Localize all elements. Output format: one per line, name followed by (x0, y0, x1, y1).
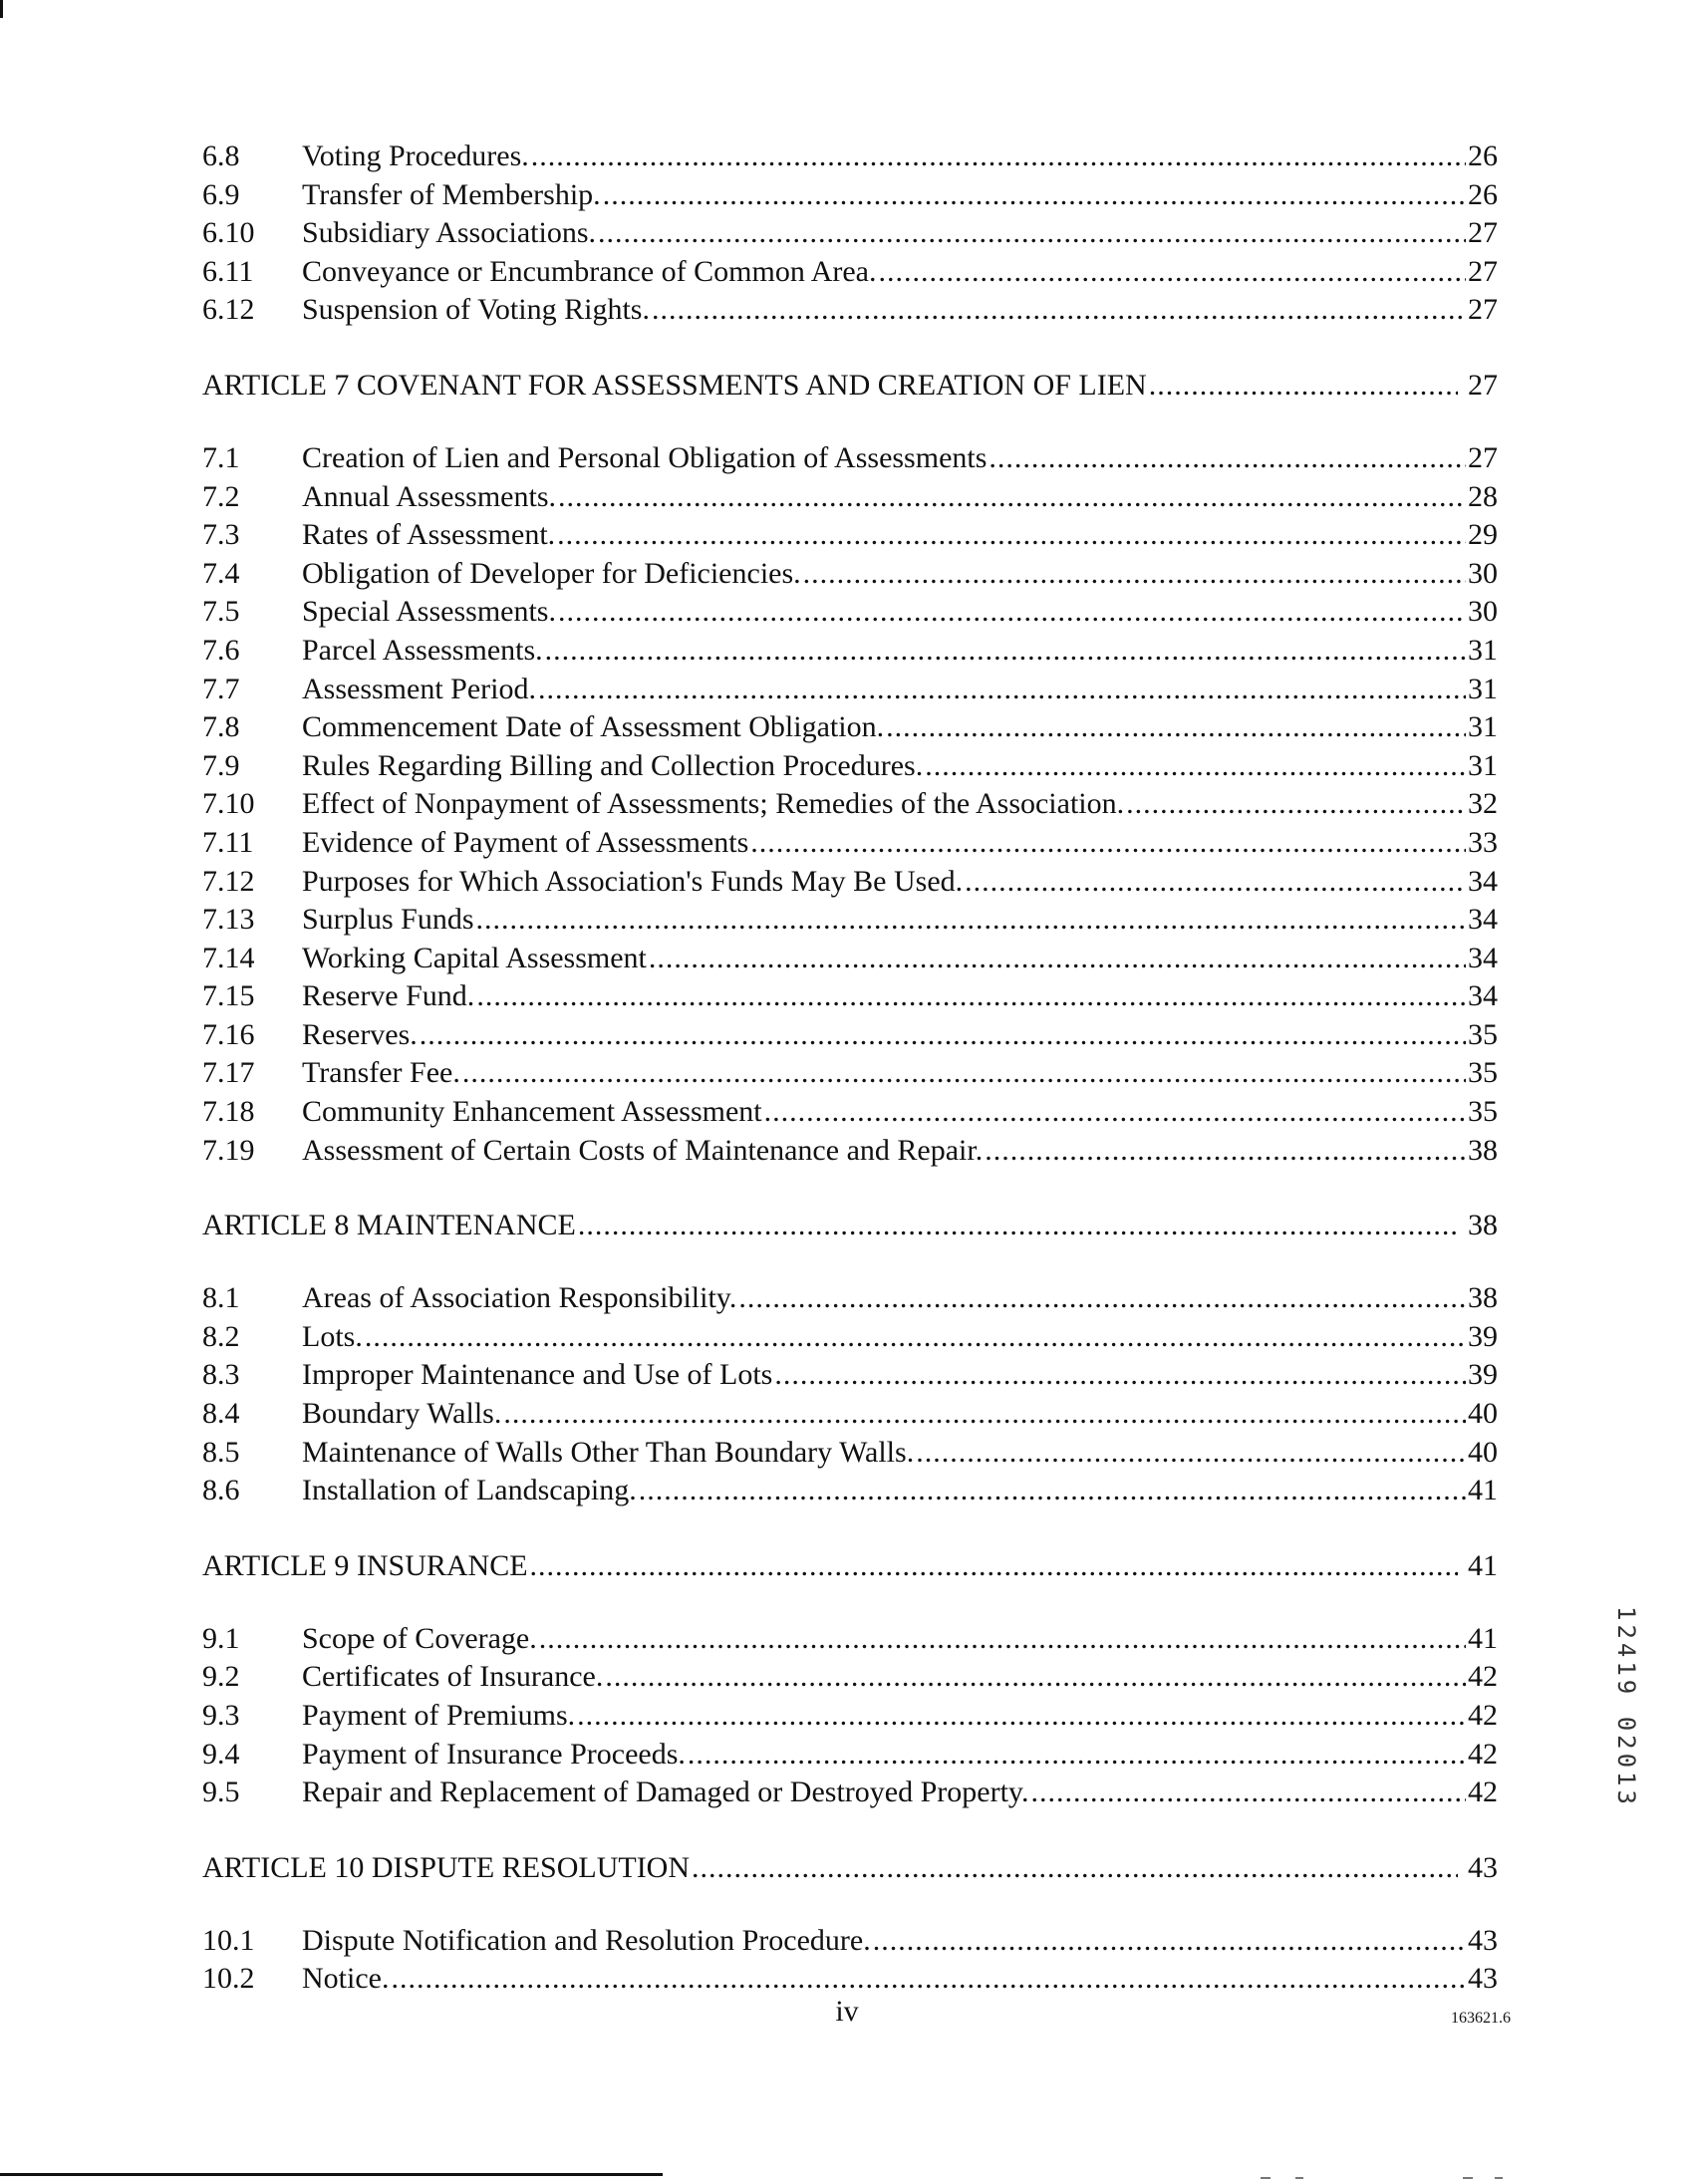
toc-section-title: Transfer of Membership. (302, 177, 601, 211)
scan-edge-mark (1261, 2177, 1271, 2179)
toc-entry (202, 977, 1498, 1016)
toc-section-number: 7.8 (202, 710, 240, 744)
toc-section-number: 7.2 (202, 479, 240, 513)
toc-section-number: 10.1 (202, 1923, 255, 1957)
toc-page-number: 34 (1468, 979, 1498, 1013)
toc-page-number: 38 (1468, 1281, 1498, 1315)
toc-section-number: 6.11 (202, 254, 254, 288)
toc-entry (202, 747, 1498, 786)
toc-page-number: 35 (1468, 1056, 1498, 1090)
toc-page-number: 35 (1468, 1017, 1498, 1051)
toc-section-title: Annual Assessments. (302, 479, 556, 513)
dot-leader (750, 824, 1466, 863)
dot-leader (539, 1620, 1466, 1659)
dot-leader (878, 253, 1466, 292)
section-spacer (202, 330, 1498, 367)
toc-section-title: Reserve Fund. (302, 979, 475, 1013)
dot-leader (916, 1434, 1466, 1473)
toc-section-number: 9.1 (202, 1621, 240, 1655)
toc-entry (202, 785, 1498, 824)
scan-margin-mark (0, 0, 3, 18)
section-spacer (202, 1812, 1498, 1849)
toc-section-number: 7.19 (202, 1133, 255, 1167)
toc-entry (202, 593, 1498, 632)
toc-section-number: 7.6 (202, 633, 240, 667)
toc-page-number: 27 (1468, 293, 1498, 327)
toc-section-title: Areas of Association Responsibility. (302, 1281, 737, 1315)
toc-section-title: Rules Regarding Billing and Collection Procedures. (302, 748, 924, 782)
toc-page-number: 42 (1468, 1699, 1498, 1732)
dot-leader (985, 1132, 1466, 1171)
toc-section-title: Conveyance or Encumbrance of Common Area. (302, 254, 877, 288)
toc-section-title: Subsidiary Associations. (302, 216, 597, 250)
toc-section-number: 6.10 (202, 216, 255, 250)
dot-leader (557, 516, 1466, 555)
toc-page-number: 40 (1468, 1435, 1498, 1469)
toc-page-number: 34 (1468, 941, 1498, 974)
toc-section-title: Voting Procedures. (302, 139, 529, 172)
section-spacer (202, 1587, 1498, 1620)
toc-entry (202, 1434, 1498, 1473)
toc-page-number: 40 (1468, 1397, 1498, 1431)
toc-section-number: 7.18 (202, 1095, 255, 1129)
toc-article-title: ARTICLE 9 INSURANCE (202, 1548, 528, 1582)
dot-leader (598, 214, 1466, 253)
toc-entry (202, 1922, 1498, 1961)
dot-leader (774, 1356, 1466, 1395)
toc-section-number: 7.15 (202, 979, 255, 1013)
toc-entry (202, 1774, 1498, 1812)
toc-page-number: 39 (1468, 1358, 1498, 1392)
toc-article-title: ARTICLE 7 COVENANT FOR ASSESSMENTS AND CREATION OF LIEN (202, 368, 1147, 402)
toc-section-number: 7.1 (202, 440, 240, 474)
dot-leader (692, 1849, 1458, 1888)
section-spacer (202, 1510, 1498, 1547)
toc-page-number: 35 (1468, 1095, 1498, 1129)
toc-entry (202, 1472, 1498, 1510)
toc-entry (202, 671, 1498, 709)
toc-section-number: 7.12 (202, 864, 255, 898)
toc-section-number: 9.3 (202, 1699, 240, 1732)
dot-leader (578, 1207, 1458, 1245)
toc-section-number: 7.13 (202, 903, 255, 937)
toc-section-number: 7.17 (202, 1056, 255, 1090)
toc-section-number: 7.4 (202, 556, 240, 590)
toc-section-number: 8.1 (202, 1281, 240, 1315)
toc-page-number: 39 (1468, 1319, 1498, 1353)
toc-page-number: 27 (1468, 440, 1498, 474)
scan-edge-mark (1495, 2177, 1503, 2179)
toc-page-number: 27 (1468, 216, 1498, 250)
toc-entry (202, 1318, 1498, 1357)
section-spacer (202, 407, 1498, 439)
toc-section-title: Dispute Notification and Resolution Procedure. (302, 1923, 871, 1957)
toc-section-number: 8.3 (202, 1358, 240, 1392)
toc-page-number: 31 (1468, 672, 1498, 705)
toc-page-number: 42 (1468, 1660, 1498, 1694)
dot-leader (605, 1658, 1466, 1697)
toc-section-title: Evidence of Payment of Assessments (302, 825, 749, 859)
toc-entry (202, 1016, 1498, 1055)
document-code: 163621.6 (1451, 2010, 1511, 2027)
toc-section-title: Suspension of Voting Rights. (302, 293, 650, 327)
toc-section-number: 7.5 (202, 595, 240, 629)
toc-article-title: ARTICLE 8 MAINTENANCE (202, 1209, 576, 1242)
dot-leader (649, 940, 1466, 978)
dot-leader (688, 1736, 1466, 1774)
dot-leader (886, 708, 1466, 747)
dot-leader (365, 1318, 1466, 1357)
dot-leader (925, 747, 1466, 786)
toc-entry (202, 1697, 1498, 1736)
toc-section-title: Working Capital Assessment (302, 941, 647, 974)
toc-page-number: 34 (1468, 903, 1498, 937)
toc-section-title: Assessment Period. (302, 672, 536, 705)
toc-section-title: Rates of Assessment. (302, 518, 556, 552)
toc-section-title: Certificates of Insurance. (302, 1660, 604, 1694)
toc-page-number: 27 (1468, 368, 1498, 402)
toc-page-number: 29 (1468, 518, 1498, 552)
toc-section-number: 8.6 (202, 1474, 240, 1507)
toc-entry (202, 1620, 1498, 1659)
toc-section-number: 8.2 (202, 1319, 240, 1353)
dot-leader (558, 593, 1466, 632)
toc-entry (202, 176, 1498, 215)
toc-section-title: Assessment of Certain Costs of Maintenance and Repair. (302, 1133, 984, 1167)
dot-leader (391, 1960, 1466, 1999)
toc-entry (202, 1658, 1498, 1697)
toc-page-number: 43 (1468, 1923, 1498, 1957)
toc-section-title: Effect of Nonpayment of Assessments; Remedies of the Association. (302, 787, 1125, 821)
toc-page-number: 43 (1468, 1850, 1498, 1884)
toc-entry (202, 291, 1498, 330)
toc-section-title: Payment of Insurance Proceeds. (302, 1737, 686, 1771)
toc-entry (202, 824, 1498, 863)
toc-page-number: 42 (1468, 1775, 1498, 1809)
dot-leader (476, 977, 1466, 1016)
toc-page-number: 38 (1468, 1133, 1498, 1167)
toc-section-number: 6.12 (202, 293, 255, 327)
scan-edge-mark (1463, 2177, 1473, 2179)
toc-section-title: Surplus Funds (302, 903, 474, 937)
toc-section-number: 7.16 (202, 1017, 255, 1051)
toc-entry (202, 137, 1498, 176)
toc-entry (202, 632, 1498, 671)
toc-page-number: 34 (1468, 864, 1498, 898)
toc-section-number: 7.9 (202, 748, 240, 782)
toc-section-title: Community Enhancement Assessment (302, 1095, 762, 1129)
toc-section-title: Obligation of Developer for Deficiencies. (302, 556, 801, 590)
toc-article-heading (202, 1849, 1498, 1889)
dot-leader (1149, 367, 1458, 406)
toc-entry (202, 214, 1498, 253)
dot-leader (476, 901, 1466, 940)
dot-leader (965, 863, 1466, 902)
toc-page-number: 30 (1468, 595, 1498, 629)
toc-entry (202, 555, 1498, 594)
toc-section-title: Notice. (302, 1962, 390, 1996)
dot-leader (545, 632, 1466, 671)
dot-leader (764, 1093, 1466, 1132)
toc-section-number: 6.8 (202, 139, 240, 172)
toc-section-title: Parcel Assessments. (302, 633, 543, 667)
toc-entry (202, 1054, 1498, 1093)
toc-entry (202, 901, 1498, 940)
toc-entry (202, 708, 1498, 747)
toc-section-title: Improper Maintenance and Use of Lots (302, 1358, 773, 1392)
section-spacer (202, 1246, 1498, 1279)
dot-leader (803, 555, 1466, 594)
toc-entry (202, 1356, 1498, 1395)
toc-page-number: 42 (1468, 1737, 1498, 1771)
toc-page-number: 27 (1468, 254, 1498, 288)
dot-leader (558, 478, 1466, 517)
toc-page-number: 41 (1468, 1621, 1498, 1655)
toc-section-number: 9.4 (202, 1737, 240, 1771)
toc-section-title: Boundary Walls. (302, 1397, 502, 1431)
toc-article-heading (202, 1207, 1498, 1246)
table-of-contents (202, 137, 1498, 1999)
toc-section-title: Scope of Coverage. (302, 1621, 537, 1655)
toc-page-number: 31 (1468, 710, 1498, 744)
toc-entry (202, 1093, 1498, 1132)
dot-leader (652, 291, 1466, 330)
toc-page-number: 33 (1468, 825, 1498, 859)
dot-leader (538, 671, 1466, 709)
toc-section-number: 8.5 (202, 1435, 240, 1469)
toc-page-number: 43 (1468, 1962, 1498, 1996)
toc-article-title: ARTICLE 10 DISPUTE RESOLUTION (202, 1850, 691, 1884)
toc-entry (202, 439, 1498, 478)
toc-page-number: 41 (1468, 1474, 1498, 1507)
toc-section-number: 7.7 (202, 672, 240, 705)
dot-leader (1126, 785, 1466, 824)
toc-section-number: 10.2 (202, 1962, 255, 1996)
toc-page-number: 26 (1468, 139, 1498, 172)
toc-entry (202, 1395, 1498, 1434)
dot-leader (462, 1054, 1466, 1093)
recording-number-stamp: 12419 02013 (1612, 1606, 1640, 1808)
toc-page-number: 41 (1468, 1548, 1498, 1582)
toc-section-number: 8.4 (202, 1397, 240, 1431)
toc-page-number: 30 (1468, 556, 1498, 590)
toc-section-title: Repair and Replacement of Damaged or Destroyed Property. (302, 1775, 1029, 1809)
toc-entry (202, 253, 1498, 292)
toc-section-title: Purposes for Which Association's Funds May Be Used. (302, 864, 964, 898)
dot-leader (1030, 1774, 1466, 1812)
toc-page-number: 32 (1468, 787, 1498, 821)
toc-section-title: Installation of Landscaping. (302, 1474, 637, 1507)
toc-page-number: 38 (1468, 1209, 1498, 1242)
toc-entry (202, 1960, 1498, 1999)
toc-entry (202, 940, 1498, 978)
dot-leader (639, 1472, 1466, 1510)
dot-leader (503, 1395, 1466, 1434)
toc-section-number: 9.2 (202, 1660, 240, 1694)
dot-leader (530, 1547, 1458, 1586)
section-spacer (202, 1170, 1498, 1207)
toc-section-title: Special Assessments. (302, 595, 556, 629)
toc-section-number: 7.14 (202, 941, 255, 974)
toc-page-number: 31 (1468, 748, 1498, 782)
section-spacer (202, 1889, 1498, 1922)
dot-leader (989, 439, 1466, 478)
toc-section-title: Transfer Fee. (302, 1056, 460, 1090)
scan-edge-mark (1295, 2177, 1303, 2179)
toc-section-title: Creation of Lien and Personal Obligation of Assessments (302, 440, 988, 474)
toc-section-number: 7.10 (202, 787, 255, 821)
dot-leader (738, 1279, 1466, 1318)
toc-page-number: 26 (1468, 177, 1498, 211)
dot-leader (873, 1922, 1466, 1961)
scan-bottom-rule (0, 2173, 663, 2176)
toc-section-number: 7.3 (202, 518, 240, 552)
dot-leader (531, 137, 1466, 176)
toc-page-number: 31 (1468, 633, 1498, 667)
dot-leader (420, 1016, 1466, 1055)
toc-section-number: 9.5 (202, 1775, 240, 1809)
toc-entry (202, 516, 1498, 555)
toc-section-title: Commencement Date of Assessment Obligation. (302, 710, 885, 744)
dot-leader (577, 1697, 1466, 1736)
toc-section-number: 7.11 (202, 825, 254, 859)
toc-article-heading (202, 1547, 1498, 1587)
toc-section-number: 6.9 (202, 177, 240, 211)
footer-page-number: iv (835, 1995, 859, 2028)
toc-entry (202, 478, 1498, 517)
toc-entry (202, 1132, 1498, 1171)
toc-section-title: Maintenance of Walls Other Than Boundary Walls. (302, 1435, 915, 1469)
toc-article-heading (202, 367, 1498, 407)
toc-section-title: Reserves. (302, 1017, 418, 1051)
dot-leader (603, 176, 1466, 215)
toc-entry (202, 1736, 1498, 1774)
toc-entry (202, 1279, 1498, 1318)
toc-entry (202, 863, 1498, 902)
toc-page-number: 28 (1468, 479, 1498, 513)
toc-section-title: Lots. (302, 1319, 363, 1353)
toc-section-title: Payment of Premiums. (302, 1699, 576, 1732)
